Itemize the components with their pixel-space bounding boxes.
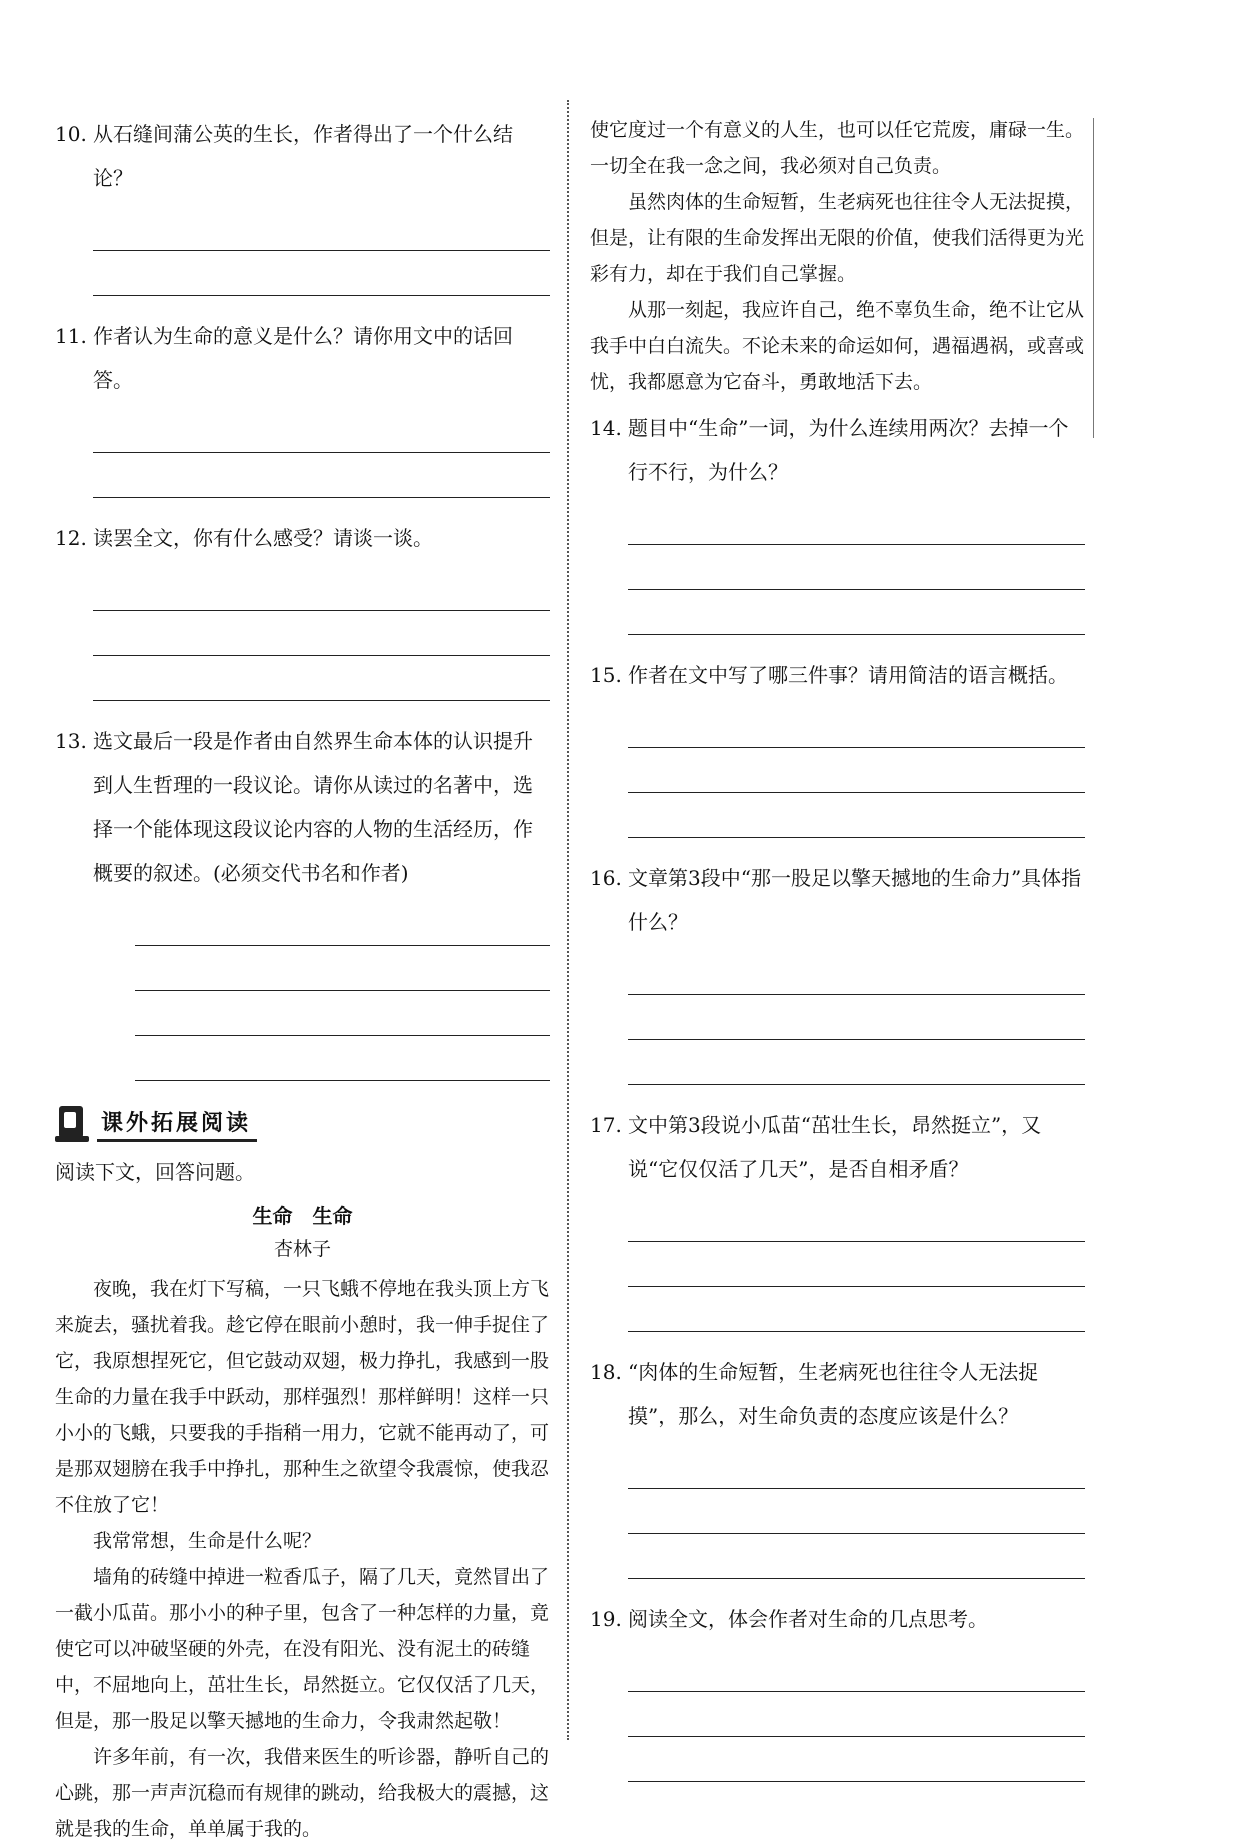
question-11 xyxy=(55,314,550,402)
question-text: 作者认为生命的意义是什么？请你用文中的话回答。 xyxy=(93,324,513,392)
question-17 xyxy=(590,1103,1085,1191)
question-16 xyxy=(590,856,1085,944)
answer-line[interactable] xyxy=(628,1040,1085,1085)
answer-lines-14[interactable] xyxy=(628,500,1085,635)
answer-line[interactable] xyxy=(135,1036,550,1081)
answer-line[interactable] xyxy=(93,656,550,701)
answer-line[interactable] xyxy=(628,1489,1085,1534)
question-14 xyxy=(590,406,1085,494)
answer-line[interactable] xyxy=(628,703,1085,748)
answer-line[interactable] xyxy=(628,793,1085,838)
passage-author: 杏林子 xyxy=(273,1238,331,1260)
answer-line[interactable] xyxy=(93,206,550,251)
answer-line[interactable] xyxy=(135,901,550,946)
book-icon xyxy=(55,1104,89,1144)
margin-line xyxy=(1093,118,1094,438)
answer-line[interactable] xyxy=(93,566,550,611)
question-text: 阅读全文，体会作者对生命的几点思考。 xyxy=(628,1607,988,1631)
answer-line[interactable] xyxy=(628,1242,1085,1287)
answer-line[interactable] xyxy=(628,995,1085,1040)
answer-line[interactable] xyxy=(628,590,1085,635)
paragraph: 夜晚，我在灯下写稿，一只飞蛾不停地在我头顶上方飞来旋去，骚扰着我。趁它停在眼前小憩时，我一伸手捉住了它，我原想捏死它，但它鼓动双翅，极力挣扎，我感到一股生命的力量在我手中跃动，那样强烈！那样鲜明！这样一只小小的飞蛾，只要我的手指稍一用力，它就不能再动了，可是那双翅膀在我手中挣扎，那种生之欲望令我震惊，使我忍不住放了它！ xyxy=(55,1278,550,1516)
question-number: 10. xyxy=(55,122,87,146)
answer-line[interactable] xyxy=(628,950,1085,995)
section-title: 课外拓展阅读 xyxy=(97,1106,257,1142)
paragraph: 虽然肉体的生命短暂，生老病死也往往令人无法捉摸，但是，让有限的生命发挥出无限的价值，使我们活得更为光彩有力，却在于我们自己掌握。 xyxy=(590,191,1085,285)
question-text: 从石缝间蒲公英的生长，作者得出了一个什么结论？ xyxy=(93,122,513,190)
question-10 xyxy=(55,112,550,200)
question-text: 作者在文中写了哪三件事？请用简洁的语言概括。 xyxy=(628,663,1068,687)
answer-lines-15[interactable] xyxy=(628,703,1085,838)
answer-line[interactable] xyxy=(93,251,550,296)
answer-line[interactable] xyxy=(628,1737,1085,1782)
answer-lines-10[interactable] xyxy=(93,206,550,296)
answer-lines-12[interactable] xyxy=(93,566,550,701)
answer-lines-19[interactable] xyxy=(628,1647,1085,1782)
question-18 xyxy=(590,1350,1085,1438)
reading-instruction: 阅读下文，回答问题。 xyxy=(55,1160,255,1184)
answer-line[interactable] xyxy=(628,1692,1085,1737)
question-text: 读罢全文，你有什么感受？请谈一谈。 xyxy=(93,526,433,550)
paragraph: 墙角的砖缝中掉进一粒香瓜子，隔了几天，竟然冒出了一截小瓜苗。那小小的种子里，包含了一种怎样的力量，竟使它可以冲破坚硬的外壳，在没有阳光、没有泥土的砖缝中，不屈地向上，茁壮生长，昂然挺立。它仅仅活了几天，但是，那一股足以擎天撼地的生命力，令我肃然起敬！ xyxy=(55,1566,550,1732)
answer-lines-17[interactable] xyxy=(628,1197,1085,1332)
answer-line[interactable] xyxy=(93,453,550,498)
left-column xyxy=(55,112,550,1847)
passage-title: 生命 生命 xyxy=(252,1204,353,1228)
answer-line[interactable] xyxy=(628,1287,1085,1332)
answer-line[interactable] xyxy=(135,946,550,991)
paragraph: 许多年前，有一次，我借来医生的听诊器，静听自己的心跳，那一声声沉稳而有规律的跳动，给我极大的震撼，这就是我的生命，单单属于我的。 xyxy=(55,1746,550,1840)
answer-line[interactable] xyxy=(628,1647,1085,1692)
answer-lines-18[interactable] xyxy=(628,1444,1085,1579)
right-column xyxy=(590,112,1085,1800)
answer-line[interactable] xyxy=(93,408,550,453)
question-text: 选文最后一段是作者由自然界生命本体的认识提升到人生哲理的一段议论。请你从读过的名著中，选择一个能体现这段议论内容的人物的生活经历，作概要的叙述。(必须交代书名和作者) xyxy=(93,729,533,885)
question-number: 18. xyxy=(590,1360,622,1384)
answer-line[interactable] xyxy=(628,1197,1085,1242)
answer-line[interactable] xyxy=(93,611,550,656)
answer-line[interactable] xyxy=(628,1444,1085,1489)
question-number: 14. xyxy=(590,416,622,440)
paragraph: 从那一刻起，我应许自己，绝不辜负生命，绝不让它从我手中白白流失。不论未来的命运如何，遇福遇祸，或喜或忧，我都愿意为它奋斗，勇敢地活下去。 xyxy=(590,299,1085,393)
answer-lines-13[interactable] xyxy=(135,901,550,1081)
answer-line[interactable] xyxy=(628,1534,1085,1579)
answer-lines-11[interactable] xyxy=(93,408,550,498)
question-number: 12. xyxy=(55,526,87,550)
question-text: “肉体的生命短暂，生老病死也往往令人无法捉摸”，那么，对生命负责的态度应该是什么？ xyxy=(628,1360,1039,1428)
answer-line[interactable] xyxy=(628,748,1085,793)
paragraph: 我常常想，生命是什么呢？ xyxy=(93,1530,322,1552)
question-19 xyxy=(590,1597,1085,1641)
question-number: 13. xyxy=(55,729,87,753)
answer-line[interactable] xyxy=(135,991,550,1036)
passage-continuation xyxy=(590,112,1085,400)
question-number: 17. xyxy=(590,1113,622,1137)
answer-lines-16[interactable] xyxy=(628,950,1085,1085)
question-15 xyxy=(590,653,1085,697)
question-number: 19. xyxy=(590,1607,622,1631)
question-number: 16. xyxy=(590,866,622,890)
section-header xyxy=(55,1099,550,1149)
question-number: 15. xyxy=(590,663,622,687)
passage-body xyxy=(55,1271,550,1847)
question-text: 文中第3段说小瓜苗“茁壮生长，昂然挺立”，又说“它仅仅活了几天”，是否自相矛盾？ xyxy=(628,1113,1042,1181)
answer-line[interactable] xyxy=(628,545,1085,590)
question-12 xyxy=(55,516,550,560)
column-divider xyxy=(567,100,569,1740)
answer-line[interactable] xyxy=(628,500,1085,545)
question-text: 题目中“生命”一词，为什么连续用两次？去掉一个行不行，为什么？ xyxy=(628,416,1069,484)
question-text: 文章第3段中“那一股足以擎天撼地的生命力”具体指什么？ xyxy=(628,866,1082,934)
question-13 xyxy=(55,719,550,895)
question-number: 11. xyxy=(55,324,87,348)
paragraph: 使它度过一个有意义的人生，也可以任它荒废，庸碌一生。一切全在我一念之间，我必须对自己负责。 xyxy=(590,119,1085,177)
